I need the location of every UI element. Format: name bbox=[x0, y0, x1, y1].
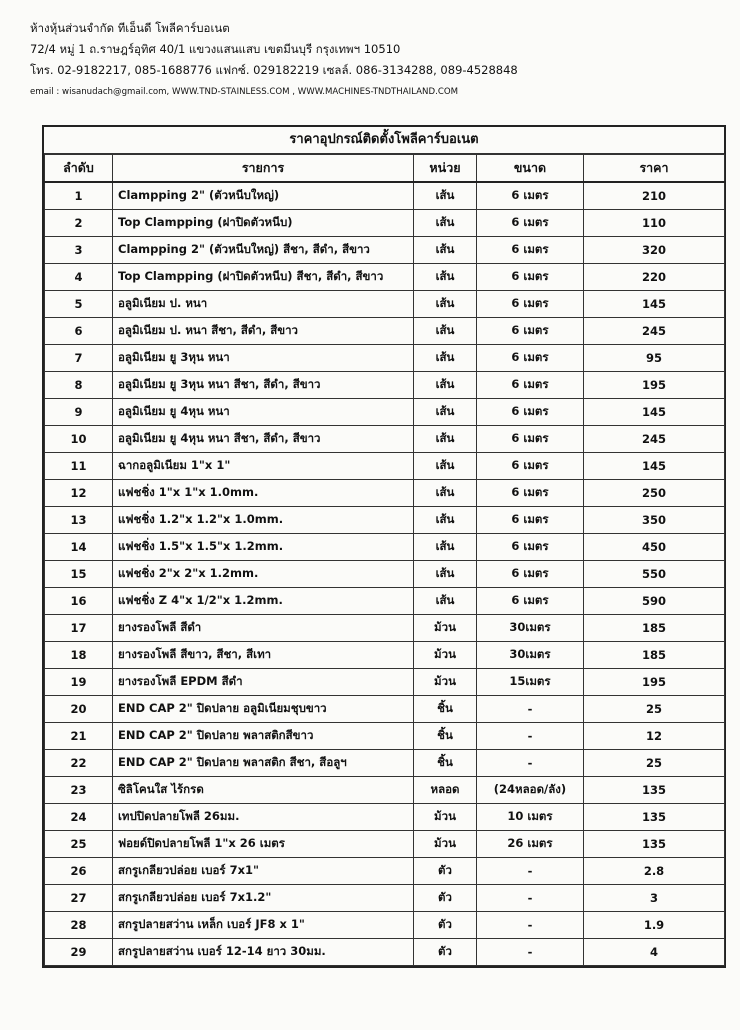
cell-unit: ชิ้น bbox=[414, 750, 477, 777]
table-row bbox=[45, 561, 725, 588]
table-row bbox=[45, 507, 725, 534]
cell-no: 20 bbox=[45, 696, 113, 723]
cell-unit: ตัว bbox=[414, 939, 477, 966]
cell-size: 30เมตร bbox=[477, 642, 584, 669]
cell-price: 145 bbox=[584, 453, 725, 480]
cell-no: 2 bbox=[45, 210, 113, 237]
cell-no: 10 bbox=[45, 426, 113, 453]
table-row bbox=[45, 534, 725, 561]
table-row bbox=[45, 831, 725, 858]
cell-price: 550 bbox=[584, 561, 725, 588]
cell-item: เทปปิดปลายโพลี 26มม. bbox=[113, 804, 414, 831]
company-phones: โทร. 02-9182217, 085-1688776 แฟกซ์. 029182219 เซลล์. 086-3134288, 089-4528848 bbox=[30, 63, 518, 77]
cell-unit: ม้วน bbox=[414, 831, 477, 858]
cell-size: 6 เมตร bbox=[477, 534, 584, 561]
cell-size: 30เมตร bbox=[477, 615, 584, 642]
table-row bbox=[45, 858, 725, 885]
cell-unit: ม้วน bbox=[414, 804, 477, 831]
cell-unit: เส้น bbox=[414, 237, 477, 264]
cell-item: ฉากอลูมิเนียม 1"x 1" bbox=[113, 453, 414, 480]
cell-unit: ม้วน bbox=[414, 669, 477, 696]
cell-item: Top Clampping (ฝาปิดตัวหนีบ) bbox=[113, 210, 414, 237]
cell-size: 6 เมตร bbox=[477, 588, 584, 615]
cell-size: 6 เมตร bbox=[477, 291, 584, 318]
cell-size: 6 เมตร bbox=[477, 345, 584, 372]
table-row bbox=[45, 237, 725, 264]
cell-price: 4 bbox=[584, 939, 725, 966]
cell-no: 3 bbox=[45, 237, 113, 264]
cell-item: ฟอยด์ปิดปลายโพลี 1"x 26 เมตร bbox=[113, 831, 414, 858]
table-row bbox=[45, 939, 725, 966]
table-row bbox=[45, 291, 725, 318]
cell-size: - bbox=[477, 885, 584, 912]
cell-item: อลูมิเนียม ยู 4หุน หนา bbox=[113, 399, 414, 426]
cell-size: 26 เมตร bbox=[477, 831, 584, 858]
cell-no: 13 bbox=[45, 507, 113, 534]
cell-item: ยางรองโพลี EPDM สีดำ bbox=[113, 669, 414, 696]
cell-price: 250 bbox=[584, 480, 725, 507]
cell-size: - bbox=[477, 939, 584, 966]
table-row bbox=[45, 426, 725, 453]
cell-no: 25 bbox=[45, 831, 113, 858]
cell-item: Clampping 2" (ตัวหนีบใหญ่) bbox=[113, 182, 414, 210]
table-row bbox=[45, 642, 725, 669]
table-row bbox=[45, 669, 725, 696]
table-row bbox=[45, 723, 725, 750]
cell-unit: เส้น bbox=[414, 345, 477, 372]
cell-no: 28 bbox=[45, 912, 113, 939]
cell-size: 6 เมตร bbox=[477, 318, 584, 345]
cell-item: สกรูเกลียวปล่อย เบอร์ 7x1" bbox=[113, 858, 414, 885]
cell-price: 135 bbox=[584, 831, 725, 858]
cell-no: 15 bbox=[45, 561, 113, 588]
cell-size: - bbox=[477, 723, 584, 750]
cell-no: 18 bbox=[45, 642, 113, 669]
table-row bbox=[45, 777, 725, 804]
cell-no: 17 bbox=[45, 615, 113, 642]
cell-price: 350 bbox=[584, 507, 725, 534]
cell-price: 185 bbox=[584, 642, 725, 669]
cell-item: สกรูปลายสว่าน เบอร์ 12-14 ยาว 30มม. bbox=[113, 939, 414, 966]
cell-no: 4 bbox=[45, 264, 113, 291]
cell-unit: เส้น bbox=[414, 318, 477, 345]
cell-no: 11 bbox=[45, 453, 113, 480]
company-header bbox=[30, 18, 518, 100]
price-table bbox=[44, 154, 725, 966]
cell-size: 6 เมตร bbox=[477, 561, 584, 588]
cell-price: 450 bbox=[584, 534, 725, 561]
table-row bbox=[45, 453, 725, 480]
header-no: ลำดับ bbox=[45, 155, 113, 183]
cell-item: อลูมิเนียม ยู 3หุน หนา สีชา, สีดำ, สีขาว bbox=[113, 372, 414, 399]
cell-size: 6 เมตร bbox=[477, 480, 584, 507]
cell-no: 24 bbox=[45, 804, 113, 831]
cell-unit: ชิ้น bbox=[414, 696, 477, 723]
cell-item: แฟชชิ่ง 1"x 1"x 1.0mm. bbox=[113, 480, 414, 507]
cell-size: - bbox=[477, 696, 584, 723]
header-item: รายการ bbox=[113, 155, 414, 183]
cell-unit: ม้วน bbox=[414, 642, 477, 669]
header-price: ราคา bbox=[584, 155, 725, 183]
cell-price: 220 bbox=[584, 264, 725, 291]
cell-price: 25 bbox=[584, 750, 725, 777]
cell-item: แฟชชิ่ง 1.5"x 1.5"x 1.2mm. bbox=[113, 534, 414, 561]
cell-no: 7 bbox=[45, 345, 113, 372]
cell-size: 6 เมตร bbox=[477, 182, 584, 210]
cell-size: 6 เมตร bbox=[477, 507, 584, 534]
cell-item: อลูมิเนียม ยู 4หุน หนา สีชา, สีดำ, สีขาว bbox=[113, 426, 414, 453]
cell-no: 12 bbox=[45, 480, 113, 507]
cell-price: 245 bbox=[584, 318, 725, 345]
table-row bbox=[45, 804, 725, 831]
cell-no: 21 bbox=[45, 723, 113, 750]
price-table-title: ราคาอุปกรณ์ติดตั้งโพลีคาร์บอเนต bbox=[44, 127, 724, 154]
header-unit: หน่วย bbox=[414, 155, 477, 183]
cell-price: 110 bbox=[584, 210, 725, 237]
cell-item: แฟชชิ่ง 1.2"x 1.2"x 1.0mm. bbox=[113, 507, 414, 534]
cell-size: (24หลอด/ลัง) bbox=[477, 777, 584, 804]
cell-price: 185 bbox=[584, 615, 725, 642]
cell-price: 25 bbox=[584, 696, 725, 723]
cell-unit: เส้น bbox=[414, 480, 477, 507]
table-row bbox=[45, 588, 725, 615]
cell-unit: เส้น bbox=[414, 534, 477, 561]
table-row bbox=[45, 615, 725, 642]
cell-no: 1 bbox=[45, 182, 113, 210]
table-row bbox=[45, 182, 725, 210]
company-name: ห้างหุ้นส่วนจำกัด ทีเอ็นดี โพลีคาร์บอเนต bbox=[30, 21, 230, 35]
price-list-sheet bbox=[42, 125, 726, 968]
cell-no: 29 bbox=[45, 939, 113, 966]
cell-no: 16 bbox=[45, 588, 113, 615]
cell-item: END CAP 2" ปิดปลาย พลาสติก สีชา, สีอลูฯ bbox=[113, 750, 414, 777]
cell-size: 6 เมตร bbox=[477, 264, 584, 291]
cell-item: ยางรองโพลี สีขาว, สีชา, สีเทา bbox=[113, 642, 414, 669]
cell-size: 6 เมตร bbox=[477, 399, 584, 426]
cell-price: 135 bbox=[584, 777, 725, 804]
cell-unit: ตัว bbox=[414, 912, 477, 939]
cell-unit: เส้น bbox=[414, 588, 477, 615]
cell-item: ซิลิโคนใส ไร้กรด bbox=[113, 777, 414, 804]
cell-unit: ชิ้น bbox=[414, 723, 477, 750]
cell-unit: หลอด bbox=[414, 777, 477, 804]
cell-no: 14 bbox=[45, 534, 113, 561]
table-row bbox=[45, 750, 725, 777]
cell-item: ยางรองโพลี สีดำ bbox=[113, 615, 414, 642]
table-row bbox=[45, 318, 725, 345]
cell-price: 195 bbox=[584, 372, 725, 399]
cell-item: Clampping 2" (ตัวหนีบใหญ่) สีชา, สีดำ, สีขาว bbox=[113, 237, 414, 264]
cell-price: 135 bbox=[584, 804, 725, 831]
table-body bbox=[45, 182, 725, 966]
cell-size: 6 เมตร bbox=[477, 372, 584, 399]
cell-price: 3 bbox=[584, 885, 725, 912]
table-row bbox=[45, 264, 725, 291]
cell-size: 15เมตร bbox=[477, 669, 584, 696]
cell-item: แฟชชิ่ง Z 4"x 1/2"x 1.2mm. bbox=[113, 588, 414, 615]
cell-unit: ตัว bbox=[414, 858, 477, 885]
company-address: 72/4 หมู่ 1 ถ.ราษฎร์อุทิศ 40/1 แขวงแสนแสบ เขตมีนบุรี กรุงเทพฯ 10510 bbox=[30, 42, 401, 56]
cell-unit: ม้วน bbox=[414, 615, 477, 642]
company-email-web: email : wisanudach@gmail.com, WWW.TND-STAINLESS.COM , WWW.MACHINES-TNDTHAILAND.COM bbox=[30, 87, 459, 97]
table-row bbox=[45, 399, 725, 426]
cell-unit: เส้น bbox=[414, 182, 477, 210]
table-row bbox=[45, 210, 725, 237]
cell-no: 5 bbox=[45, 291, 113, 318]
cell-no: 23 bbox=[45, 777, 113, 804]
table-row bbox=[45, 345, 725, 372]
cell-unit: เส้น bbox=[414, 264, 477, 291]
cell-unit: ตัว bbox=[414, 885, 477, 912]
cell-size: - bbox=[477, 858, 584, 885]
cell-unit: เส้น bbox=[414, 507, 477, 534]
cell-item: อลูมิเนียม ยู 3หุน หนา bbox=[113, 345, 414, 372]
cell-no: 8 bbox=[45, 372, 113, 399]
cell-size: 6 เมตร bbox=[477, 210, 584, 237]
cell-no: 19 bbox=[45, 669, 113, 696]
cell-unit: เส้น bbox=[414, 372, 477, 399]
cell-item: อลูมิเนียม ป. หนา สีชา, สีดำ, สีขาว bbox=[113, 318, 414, 345]
cell-no: 9 bbox=[45, 399, 113, 426]
cell-item: อลูมิเนียม ป. หนา bbox=[113, 291, 414, 318]
cell-unit: เส้น bbox=[414, 453, 477, 480]
cell-price: 145 bbox=[584, 291, 725, 318]
cell-item: สกรูปลายสว่าน เหล็ก เบอร์ JF8 x 1" bbox=[113, 912, 414, 939]
cell-price: 245 bbox=[584, 426, 725, 453]
cell-item: END CAP 2" ปิดปลาย อลูมิเนียมชุบขาว bbox=[113, 696, 414, 723]
table-row bbox=[45, 480, 725, 507]
cell-size: 6 เมตร bbox=[477, 237, 584, 264]
table-row bbox=[45, 885, 725, 912]
cell-price: 590 bbox=[584, 588, 725, 615]
cell-price: 320 bbox=[584, 237, 725, 264]
table-row bbox=[45, 912, 725, 939]
cell-no: 22 bbox=[45, 750, 113, 777]
cell-size: - bbox=[477, 912, 584, 939]
cell-unit: เส้น bbox=[414, 426, 477, 453]
cell-price: 210 bbox=[584, 182, 725, 210]
cell-price: 1.9 bbox=[584, 912, 725, 939]
cell-item: แฟชชิ่ง 2"x 2"x 1.2mm. bbox=[113, 561, 414, 588]
cell-no: 6 bbox=[45, 318, 113, 345]
cell-price: 145 bbox=[584, 399, 725, 426]
cell-no: 26 bbox=[45, 858, 113, 885]
cell-unit: เส้น bbox=[414, 291, 477, 318]
cell-unit: เส้น bbox=[414, 561, 477, 588]
cell-size: 6 เมตร bbox=[477, 453, 584, 480]
header-size: ขนาด bbox=[477, 155, 584, 183]
cell-item: Top Clampping (ฝาปิดตัวหนีบ) สีชา, สีดำ, สีขาว bbox=[113, 264, 414, 291]
cell-price: 12 bbox=[584, 723, 725, 750]
cell-size: - bbox=[477, 750, 584, 777]
cell-unit: เส้น bbox=[414, 399, 477, 426]
cell-no: 27 bbox=[45, 885, 113, 912]
cell-size: 10 เมตร bbox=[477, 804, 584, 831]
cell-unit: เส้น bbox=[414, 210, 477, 237]
cell-price: 195 bbox=[584, 669, 725, 696]
table-row bbox=[45, 696, 725, 723]
cell-price: 2.8 bbox=[584, 858, 725, 885]
cell-size: 6 เมตร bbox=[477, 426, 584, 453]
cell-price: 95 bbox=[584, 345, 725, 372]
table-header-row bbox=[45, 155, 725, 183]
table-row bbox=[45, 372, 725, 399]
cell-item: END CAP 2" ปิดปลาย พลาสติกสีขาว bbox=[113, 723, 414, 750]
cell-item: สกรูเกลียวปล่อย เบอร์ 7x1.2" bbox=[113, 885, 414, 912]
